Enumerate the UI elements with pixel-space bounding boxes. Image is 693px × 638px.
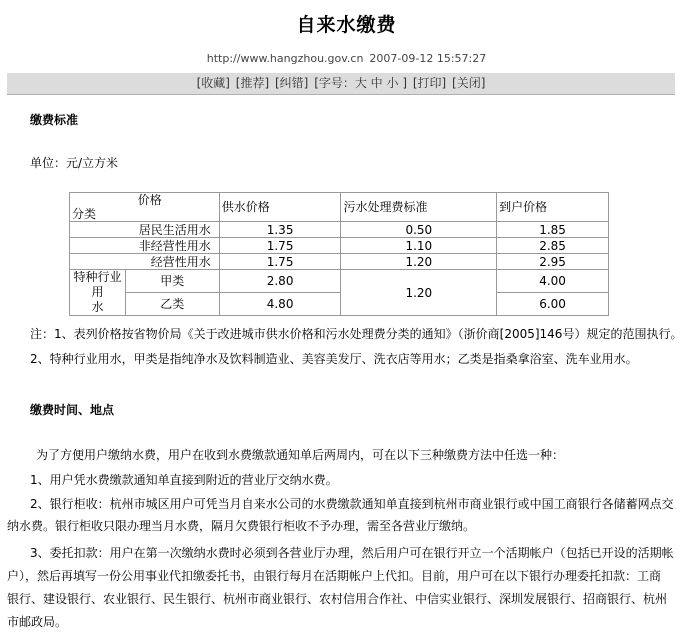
intro-paragraph: 为了方便用户缴纳水费，用户在收到水费缴款通知单后两周内，可在以下三种缴费方法中任选一种： [36, 448, 565, 462]
table-cell-supply: 2.80 [219, 270, 341, 293]
table-cell-supply: 1.35 [219, 222, 341, 238]
table-cell-total: 2.95 [497, 254, 609, 270]
table-cell-subcategory: 乙类 [125, 293, 219, 316]
toolbar-print-link[interactable]: [打印] [412, 76, 447, 90]
table-cell-special-category [70, 270, 126, 316]
method-3-line-4: 市邮政局。 [7, 615, 68, 629]
table-cell-supply: 1.75 [219, 254, 341, 270]
page-title: 自来水缴费 [296, 14, 397, 36]
special-label-line2: 水 [91, 300, 104, 314]
toolbar-recommend-link[interactable]: [推荐] [235, 76, 270, 90]
article-meta [0, 52, 693, 65]
col-header-total: 到户价格 [497, 193, 609, 222]
special-label-line1: 特种行业用 [73, 270, 122, 299]
table-cell-sewage: 1.20 [341, 270, 497, 316]
corner-category-label: 分类 [72, 207, 97, 221]
col-header-supply: 供水价格 [219, 193, 341, 222]
toolbar-close-link[interactable]: [关闭] [452, 76, 486, 90]
section-heading-fee-standard: 缴费标准 [30, 113, 79, 127]
table-cell-sewage: 1.10 [341, 238, 497, 254]
table-cell-total: 2.85 [497, 238, 609, 254]
table-row [70, 254, 609, 270]
method-3-line-3: 银行、建设银行、农业银行、民生银行、杭州市商业银行、农村信用合作社、中信实业银行、深圳发展银行、招商银行、杭州 [7, 592, 668, 606]
price-table [69, 192, 609, 316]
note-1: 注：1、表列价格按省物价局《关于改进城市供水价格和污水处理费分类的通知》（浙价商[2005]146号）规定的范围执行。 [30, 327, 683, 341]
source-url: http://www.hangzhou.gov.cn [206, 52, 364, 65]
method-3-line-1: 3、委托扣款：用户在第一次缴纳水费时必须到各营业厅办理，然后用户可在银行开立一个活期帐户（包括已开设的活期帐 [30, 546, 674, 560]
table-cell-total: 6.00 [497, 293, 609, 316]
table-cell-category: 经营性用水 [70, 254, 220, 270]
method-1: 1、用户凭水费缴款通知单直接到附近的营业厅交纳水费。 [30, 473, 338, 487]
table-header-row [70, 193, 609, 222]
table-cell-subcategory: 甲类 [125, 270, 219, 293]
table-cell-category: 居民生活用水 [70, 222, 220, 238]
divider [7, 94, 675, 95]
unit-label: 单位：元/立方米 [30, 156, 119, 170]
table-row [70, 270, 609, 293]
section-heading-time-place: 缴费时间、地点 [30, 403, 115, 417]
table-cell-supply: 1.75 [219, 238, 341, 254]
table-cell-sewage: 1.20 [341, 254, 497, 270]
method-3-line-2: 户），然后再填写一份公用事业代扣缴委托书，由银行每月在活期帐户上代扣。目前，用户可在以下银行办理委托扣款：工商 [7, 569, 662, 583]
table-row [70, 293, 609, 316]
table-cell-supply: 4.80 [219, 293, 341, 316]
article-toolbar [7, 73, 675, 94]
table-cell-total: 4.00 [497, 270, 609, 293]
table-row [70, 238, 609, 254]
table-cell-sewage: 0.50 [341, 222, 497, 238]
toolbar-fontsize-link[interactable]: [字号：大 中 小 ] [314, 76, 407, 90]
note-2: 2、特种行业用水，甲类是指纯净水及饮料制造业、美容美发厅、洗衣店等用水；乙类是指桑拿浴室、洗车业用水。 [30, 352, 638, 366]
toolbar-correct-link[interactable]: [纠错] [274, 76, 309, 90]
table-row [70, 222, 609, 238]
col-header-sewage: 污水处理费标准 [341, 193, 497, 222]
method-2-line-2: 纳水费。银行柜收只限办理当月水费，隔月欠费银行柜收不予办理，需至各营业厅缴纳。 [7, 519, 476, 533]
corner-price-label: 价格 [137, 193, 162, 207]
method-2-line-1: 2、银行柜收：杭州市城区用户可凭当月自来水公司的水费缴款通知单直接到杭州市商业银行或中国工商银行各储蓄网点交 [30, 497, 674, 511]
table-cell-category: 非经营性用水 [70, 238, 220, 254]
table-corner-cell [70, 193, 220, 222]
toolbar-favorite-link[interactable]: [收藏] [196, 76, 230, 90]
table-cell-total: 1.85 [497, 222, 609, 238]
publish-datetime: 2007-09-12 15:57:27 [369, 52, 487, 65]
